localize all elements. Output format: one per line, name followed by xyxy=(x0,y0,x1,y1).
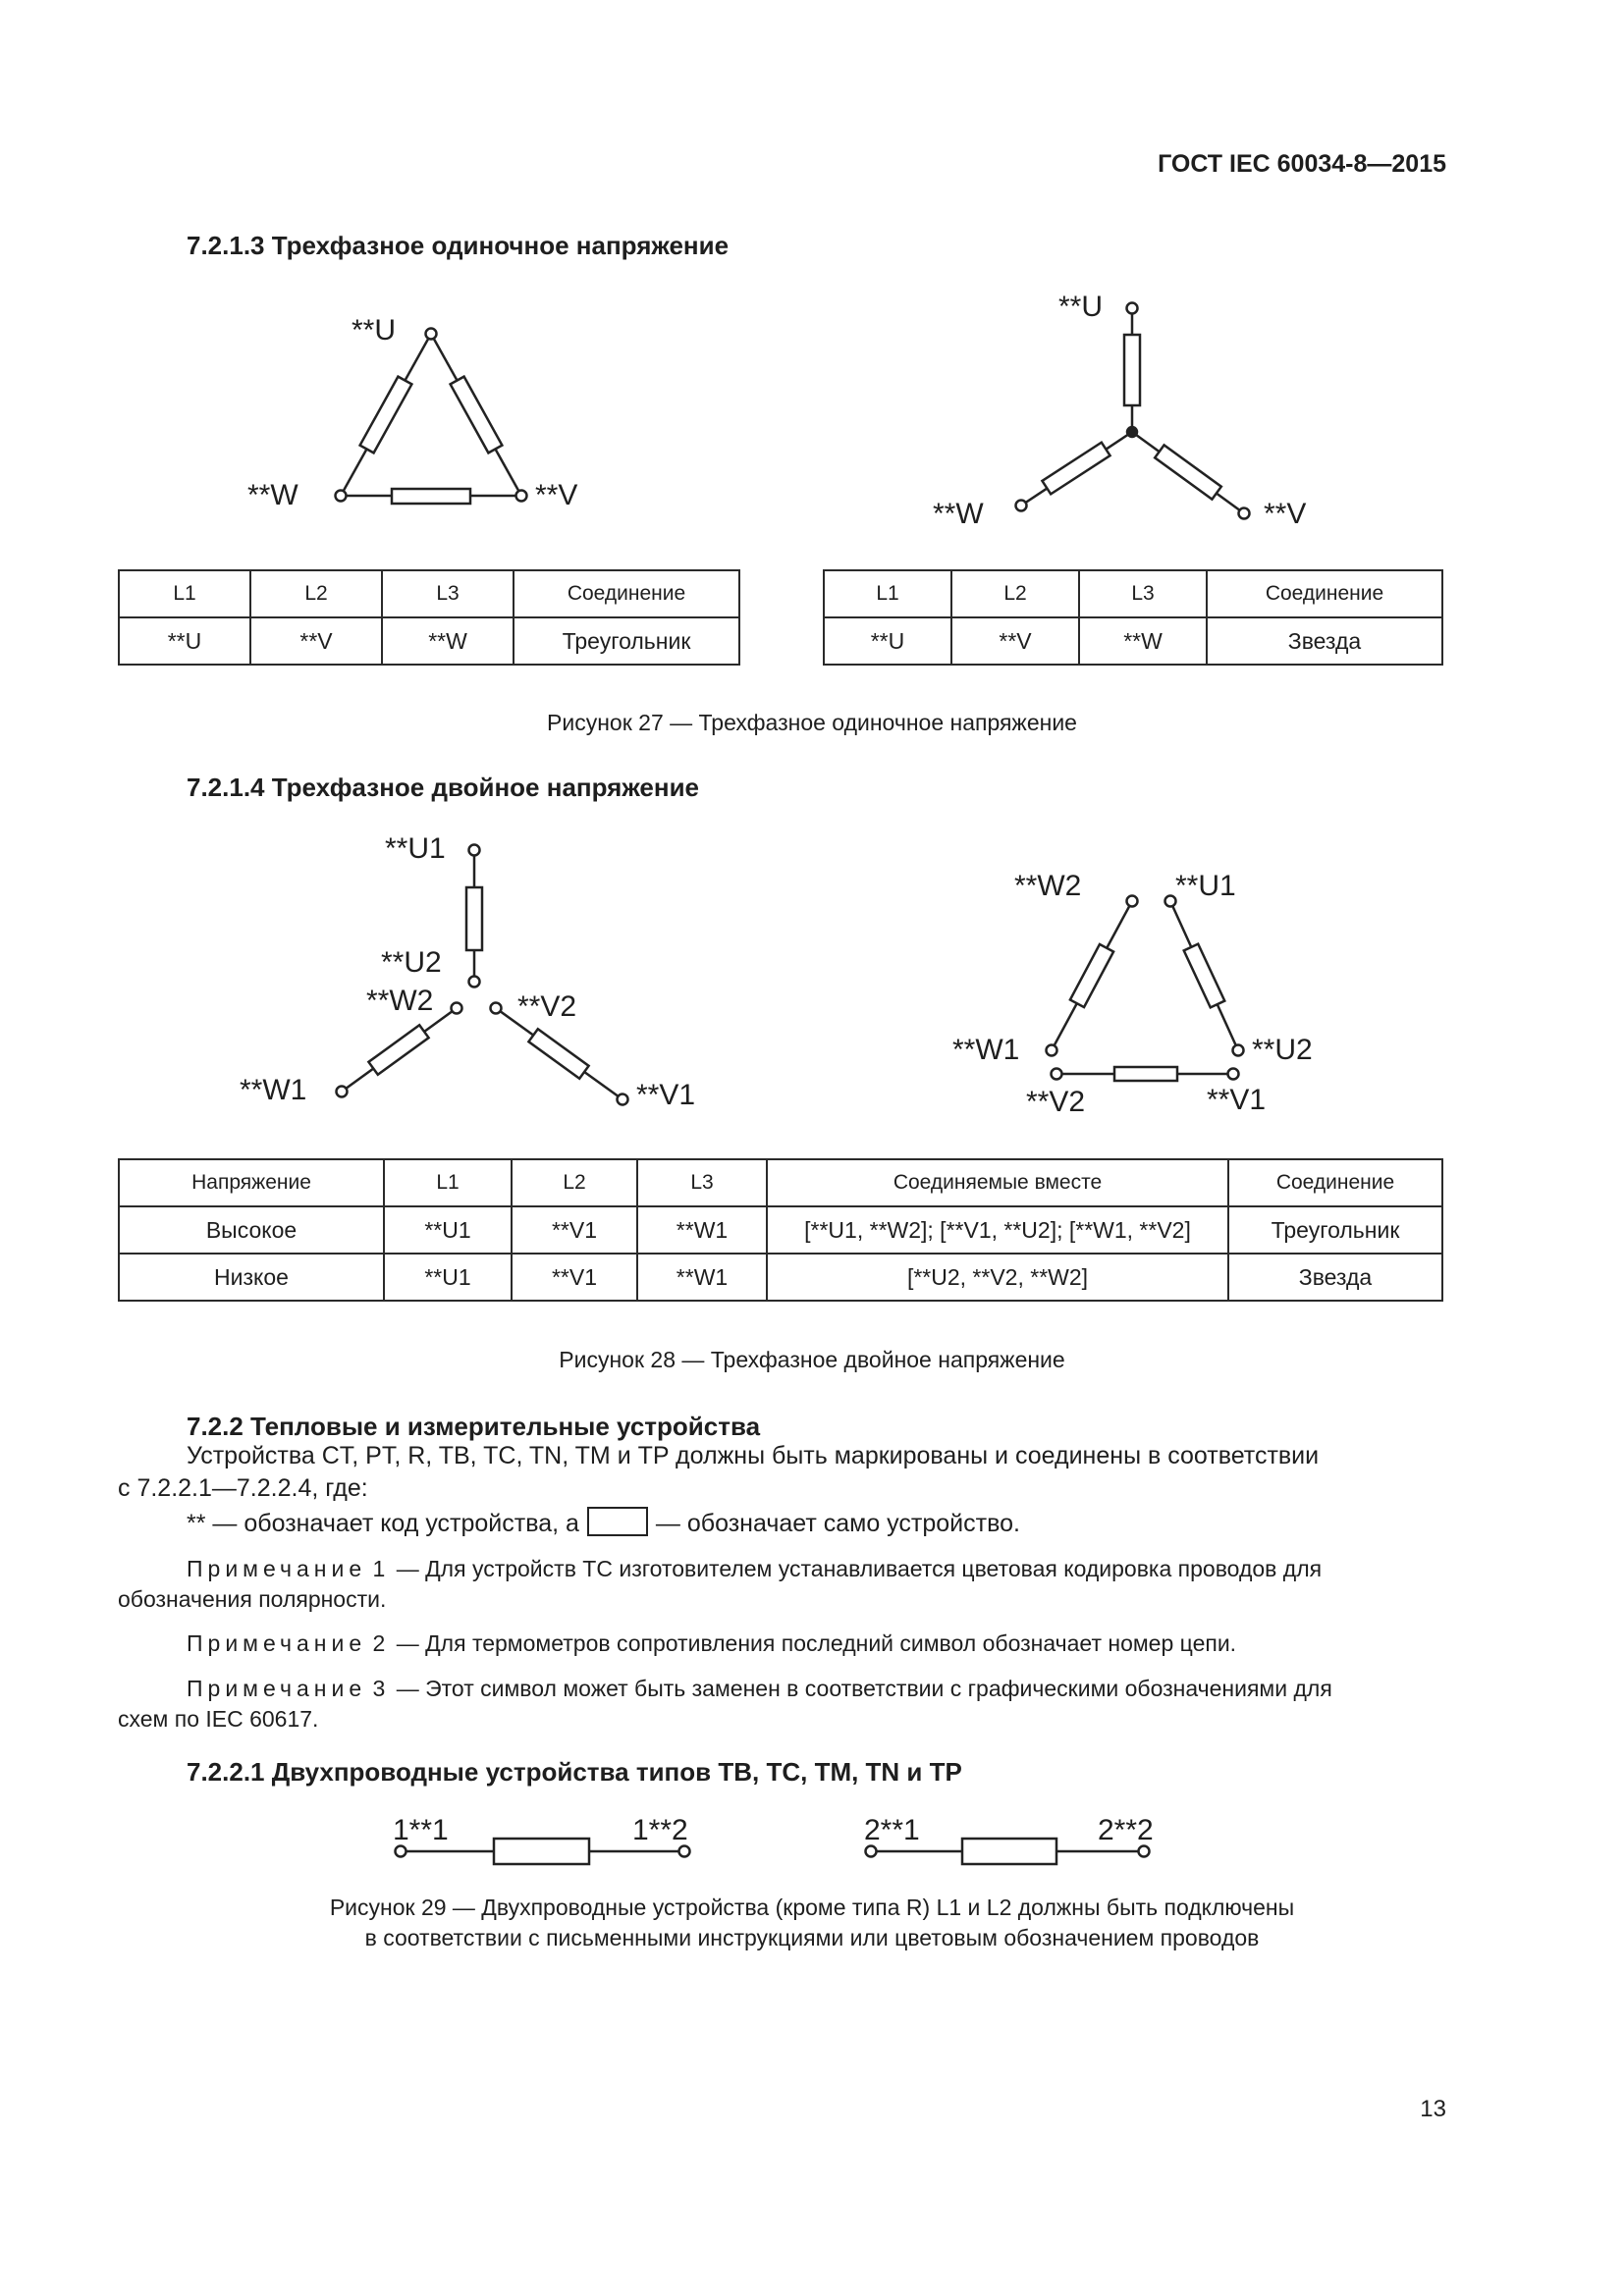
fig27-delta-table xyxy=(118,569,740,666)
text-fragment: ** — обозначает код устройства, а xyxy=(187,1510,579,1537)
table-cell: **V xyxy=(250,617,382,665)
fig28-delta-label-w2: **W2 xyxy=(1014,870,1082,902)
table-cell: **W xyxy=(1079,617,1207,665)
note-text-cont: обозначения полярности. xyxy=(118,1586,387,1612)
fig28-caption: Рисунок 28 — Трехфазное двойное напряжение xyxy=(559,1347,1065,1372)
fig28-star-label-w1: **W1 xyxy=(240,1074,307,1106)
note-3 xyxy=(118,1674,1453,1735)
terminal-icon xyxy=(1047,1045,1057,1056)
note-number: 1 xyxy=(372,1556,391,1581)
resistor-icon xyxy=(1070,944,1113,1007)
section-722-paragraph xyxy=(118,1440,1453,1540)
fig27-star-diagram xyxy=(1016,303,1250,519)
page-number: 13 xyxy=(1420,2096,1446,2122)
note-text: — Этот символ может быть заменен в соответствии с графическими обозначениями для xyxy=(396,1676,1332,1701)
terminal-icon xyxy=(426,329,437,340)
caption-line: в соответствии с письменными инструкциями или цветовым обозначением проводов xyxy=(364,1925,1260,1950)
fig28-table xyxy=(118,1158,1443,1302)
table-cell: Низкое xyxy=(119,1254,384,1301)
note-1 xyxy=(118,1554,1453,1615)
table-cell: Треугольник xyxy=(1228,1206,1442,1254)
terminal-icon xyxy=(1233,1045,1244,1056)
fig28-delta-label-v2: **V2 xyxy=(1026,1086,1086,1118)
terminal-icon xyxy=(1016,501,1027,511)
resistor-icon xyxy=(528,1029,588,1079)
note-text: — Для термометров сопротивления последний символ обозначает номер цепи. xyxy=(396,1630,1237,1656)
section-7214-title: 7.2.1.4 Трехфазное двойное напряжение xyxy=(187,773,700,802)
table-header-cell: L3 xyxy=(382,570,514,617)
table-cell: **V1 xyxy=(512,1206,637,1254)
resistor-icon xyxy=(1155,445,1221,499)
resistor-icon xyxy=(392,489,470,504)
resistor-icon xyxy=(360,377,412,454)
terminal-icon xyxy=(469,977,480,988)
note-label: Примечание xyxy=(187,1676,367,1701)
paragraph-line: с 7.2.2.1—7.2.2.4, где: xyxy=(118,1474,368,1502)
table-header-cell: Соединение xyxy=(1207,570,1442,617)
table-cell: **W1 xyxy=(637,1254,767,1301)
table-cell: **U1 xyxy=(384,1206,512,1254)
fig27-caption: Рисунок 27 — Трехфазное одиночное напряжение xyxy=(547,710,1077,735)
terminal-icon xyxy=(1052,1069,1062,1080)
fig27-delta-label-w: **W xyxy=(247,479,298,511)
note-number: 3 xyxy=(372,1676,391,1701)
fig29-label-b-left: 2**1 xyxy=(864,1814,920,1846)
table-cell: **W xyxy=(382,617,514,665)
table-cell: **U xyxy=(119,617,250,665)
table-header-cell: Соединение xyxy=(1228,1159,1442,1206)
table-row xyxy=(119,1206,1442,1254)
terminal-icon xyxy=(337,1087,348,1097)
fig27-star-label-u: **U xyxy=(1058,291,1104,323)
fig29-diagram xyxy=(396,1839,1150,1864)
fig27-star-label-w: **W xyxy=(933,498,984,530)
caption-line: Рисунок 29 — Двухпроводные устройства (кроме типа R) L1 и L2 должны быть подключены xyxy=(329,1895,1295,1920)
resistor-icon xyxy=(466,887,482,950)
terminal-icon xyxy=(1228,1069,1239,1080)
note-text-cont: схем по IEC 60617. xyxy=(118,1706,319,1732)
fig28-delta-label-u2: **U2 xyxy=(1252,1034,1313,1066)
resistor-icon xyxy=(368,1025,428,1075)
table-cell: Высокое xyxy=(119,1206,384,1254)
note-label: Примечание xyxy=(187,1556,367,1581)
table-cell: Звезда xyxy=(1207,617,1442,665)
note-2 xyxy=(118,1629,1453,1659)
resistor-icon xyxy=(1114,1067,1177,1081)
fig27-delta-label-v: **V xyxy=(535,479,578,511)
fig28-star-label-u1: **U1 xyxy=(385,832,446,865)
terminal-icon xyxy=(336,491,347,502)
fig28-star-label-v2: **V2 xyxy=(517,990,577,1023)
resistor-icon xyxy=(1042,443,1110,495)
table-cell: Звезда xyxy=(1228,1254,1442,1301)
table-cell: **V xyxy=(951,617,1079,665)
table-cell: [**U2, **V2, **W2] xyxy=(767,1254,1228,1301)
fig29-label-a-right: 1**2 xyxy=(632,1814,688,1846)
fig29-label-a-left: 1**1 xyxy=(393,1814,449,1846)
table-header-cell: L3 xyxy=(637,1159,767,1206)
fig28-delta-label-u1: **U1 xyxy=(1175,870,1236,902)
resistor-icon xyxy=(1124,335,1140,405)
fig27-star-label-v: **V xyxy=(1264,498,1307,530)
document-standard-header: ГОСТ IEC 60034-8—2015 xyxy=(1158,150,1446,178)
section-722-title: 7.2.2 Тепловые и измерительные устройства xyxy=(187,1412,761,1441)
device-icon xyxy=(962,1839,1056,1864)
terminal-icon xyxy=(618,1095,628,1105)
terminal-icon xyxy=(866,1846,877,1857)
note-text: — Для устройств TC изготовителем устанавливается цветовая кодировка проводов для xyxy=(396,1556,1323,1581)
device-icon xyxy=(494,1839,589,1864)
note-number: 2 xyxy=(372,1630,391,1656)
table-header-cell: L1 xyxy=(824,570,951,617)
fig28-delta-diagram xyxy=(1047,896,1244,1082)
table-cell: **V1 xyxy=(512,1254,637,1301)
fig28-star-label-u2: **U2 xyxy=(381,946,442,979)
table-row xyxy=(119,1254,1442,1301)
fig28-star-label-w2: **W2 xyxy=(366,985,434,1017)
terminal-icon xyxy=(516,491,527,502)
terminal-icon xyxy=(469,845,480,856)
paragraph-line: Устройства CT, PT, R, TB, TC, TN, TM и TP должны быть маркированы и соединены в соответствии xyxy=(187,1442,1320,1469)
terminal-icon xyxy=(452,1003,462,1014)
table-header-cell: L2 xyxy=(250,570,382,617)
table-cell: **U1 xyxy=(384,1254,512,1301)
fig28-delta-label-w1: **W1 xyxy=(952,1034,1020,1066)
table-cell: **U xyxy=(824,617,951,665)
table-header-cell: Соединяемые вместе xyxy=(767,1159,1228,1206)
terminal-icon xyxy=(1127,303,1138,314)
terminal-icon xyxy=(1239,508,1250,519)
fig29-label-b-right: 2**2 xyxy=(1098,1814,1154,1846)
table-header-cell: L2 xyxy=(512,1159,637,1206)
table-cell: **W1 xyxy=(637,1206,767,1254)
text-fragment: — обозначает само устройство. xyxy=(655,1510,1020,1537)
table-header-cell: Напряжение xyxy=(119,1159,384,1206)
resistor-icon xyxy=(451,377,503,454)
fig27-star-table xyxy=(823,569,1443,666)
table-header-cell: L2 xyxy=(951,570,1079,617)
resistor-icon xyxy=(1184,944,1225,1008)
terminal-icon xyxy=(1127,896,1138,907)
table-cell: [**U1, **W2]; [**V1, **U2]; [**W1, **V2] xyxy=(767,1206,1228,1254)
table-header-cell: Соединение xyxy=(514,570,739,617)
table-header-cell: L1 xyxy=(119,570,250,617)
section-7213-title: 7.2.1.3 Трехфазное одиночное напряжение xyxy=(187,231,730,260)
terminal-icon xyxy=(396,1846,406,1857)
terminal-icon xyxy=(1139,1846,1150,1857)
fig27-delta-diagram xyxy=(336,329,527,505)
fig28-star-label-v1: **V1 xyxy=(636,1079,696,1111)
section-7221-title: 7.2.2.1 Двухпроводные устройства типов TB, TC, TM, TN и TP xyxy=(187,1757,962,1787)
fig29-caption xyxy=(0,1893,1624,1953)
junction-icon xyxy=(1127,427,1137,437)
table-header-cell: L3 xyxy=(1079,570,1207,617)
note-label: Примечание xyxy=(187,1630,367,1656)
terminal-icon xyxy=(491,1003,502,1014)
paragraph-line xyxy=(118,1507,1453,1540)
terminal-icon xyxy=(1165,896,1176,907)
table-cell: Треугольник xyxy=(514,617,739,665)
fig28-delta-label-v1: **V1 xyxy=(1207,1084,1267,1116)
fig27-delta-label-u: **U xyxy=(352,314,397,347)
terminal-icon xyxy=(679,1846,690,1857)
device-symbol-icon xyxy=(587,1507,648,1536)
table-header-cell: L1 xyxy=(384,1159,512,1206)
